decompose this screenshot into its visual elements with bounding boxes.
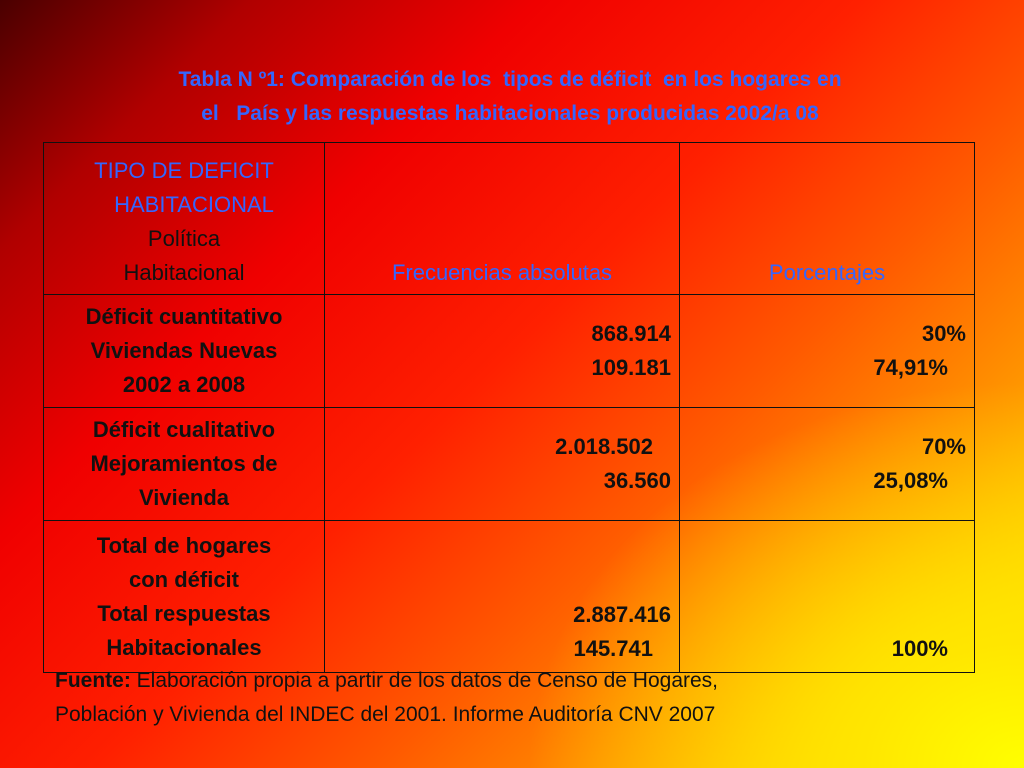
- header-col1-line1: TIPO DE DEFICIT: [94, 157, 274, 183]
- percentage-value: 25,08%: [873, 468, 948, 493]
- row-frequency: [325, 295, 680, 408]
- row-label-line: Total de hogares: [96, 532, 272, 558]
- percentage-value: 74,91%: [873, 355, 948, 380]
- row-label: [44, 408, 325, 521]
- header-tipo-deficit: [44, 143, 325, 295]
- row-label-line: Viviendas Nuevas: [90, 338, 278, 363]
- row-percentage: [680, 408, 975, 521]
- header-porcentajes: Porcentajes: [680, 143, 975, 295]
- row-label-line: Déficit cualitativo: [92, 417, 276, 442]
- source-label: Fuente:: [55, 669, 131, 692]
- table-row: [44, 295, 975, 408]
- row-label-line: Déficit cuantitativo: [85, 304, 283, 329]
- table-title: [40, 63, 980, 131]
- deficit-table: [43, 142, 975, 673]
- title-line-2: el País y las respuestas habitacionales producidas 2002/a 08: [201, 102, 819, 125]
- frequency-value: 2.018.502: [555, 434, 653, 459]
- header-col1-line3: Política: [147, 225, 221, 251]
- row-label-line: con déficit: [128, 566, 239, 592]
- header-col1-line4: Habitacional: [123, 259, 245, 285]
- source-text-line-1: Elaboración propia a partir de los datos de Censo de Hogares,: [130, 669, 719, 692]
- row-percentage: [680, 295, 975, 408]
- row-percentage: [680, 521, 975, 673]
- frequency-value: 109.181: [591, 355, 671, 380]
- header-frecuencias: Frecuencias absolutas: [325, 143, 680, 295]
- row-label: [44, 521, 325, 673]
- table-row: [44, 521, 975, 673]
- row-label: [44, 295, 325, 408]
- row-label-line: Mejoramientos de: [90, 451, 278, 476]
- row-label-line: Vivienda: [138, 485, 230, 510]
- row-label-line: Total respuestas: [97, 600, 271, 626]
- row-frequency: [325, 521, 680, 673]
- source-text-line-2: Población y Vivienda del INDEC del 2001. Informe Auditoría CNV 2007: [55, 703, 716, 726]
- frequency-value: 36.560: [603, 468, 671, 493]
- frequency-value: 868.914: [591, 321, 671, 346]
- source-note: [55, 664, 955, 732]
- table-row: [44, 408, 975, 521]
- header-col1-line2: HABITACIONAL: [114, 191, 274, 217]
- row-label-line: Habitacionales: [106, 634, 262, 660]
- table-header-row: [44, 143, 975, 295]
- percentage-value: 100%: [891, 636, 948, 661]
- frequency-value: 2.887.416: [573, 602, 671, 627]
- row-label-line: 2002 a 2008: [122, 372, 246, 397]
- row-frequency: [325, 408, 680, 521]
- frequency-value: 145.741: [573, 636, 653, 661]
- percentage-value: 70%: [921, 434, 966, 459]
- title-line-1: Tabla N º1: Comparación de los tipos de déficit en los hogares en: [178, 68, 842, 91]
- percentage-value: 30%: [921, 321, 966, 346]
